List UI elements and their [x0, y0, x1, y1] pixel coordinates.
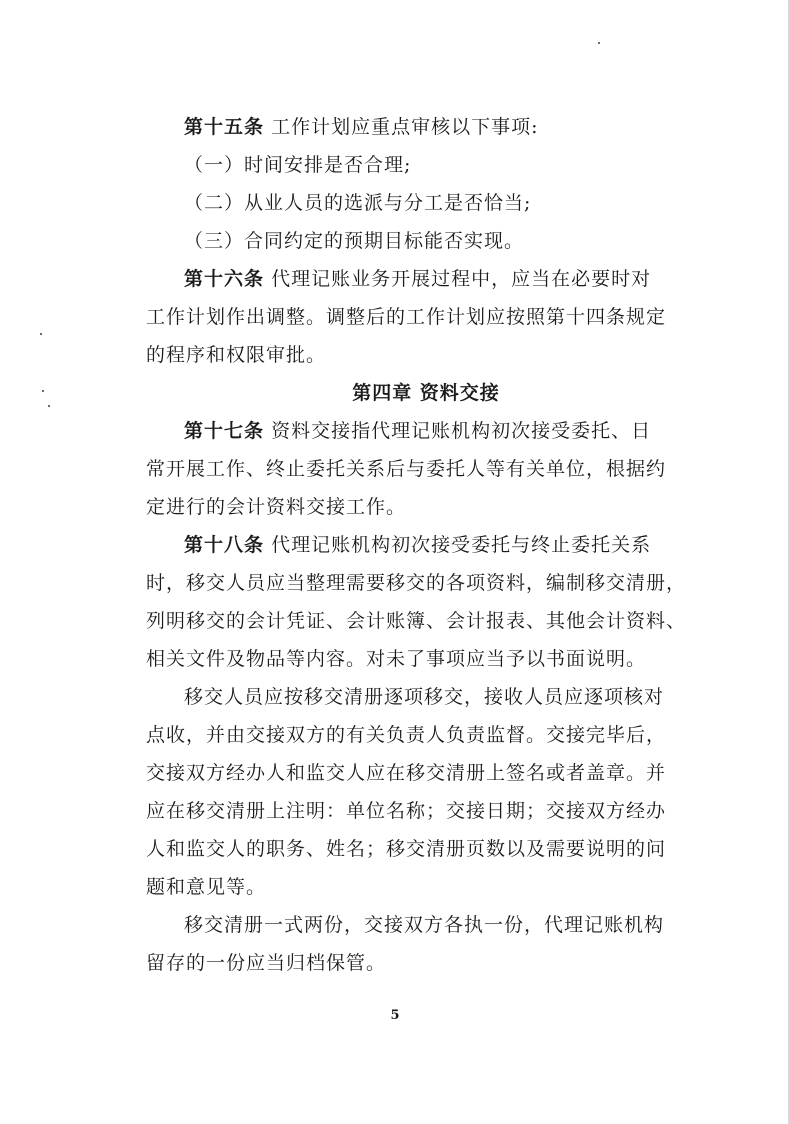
article-15-item-3	[146, 222, 686, 260]
article-17-line	[146, 488, 686, 526]
item-text: （二）从业人员的选派与分工是否恰当;	[184, 192, 532, 214]
document-body	[146, 108, 686, 982]
article-15-line	[146, 108, 686, 146]
paragraph-text: 留存的一份应当归档保管。	[146, 952, 387, 974]
chapter-title: 第四章 资料交接	[352, 382, 500, 404]
article-text: 时，移交人员应当整理需要移交的各项资料，编制移交清册，	[146, 572, 687, 594]
paragraph-text: 移交清册一式两份，交接双方各执一份，代理记账机构	[184, 914, 665, 936]
article-16-line	[146, 298, 686, 336]
article-text: 工作计划作出调整。调整后的工作计划应按照第十四条规定	[146, 306, 667, 328]
article-text: 资料交接指代理记账机构初次接受委托、日	[271, 420, 652, 442]
item-text: （一）时间安排是否合理;	[184, 154, 412, 176]
article-16-line	[146, 260, 686, 298]
article-label: 第十五条	[184, 116, 265, 138]
article-18-line	[146, 640, 686, 678]
article-text: 工作计划应重点审核以下事项:	[271, 116, 539, 138]
article-15-item-2	[146, 184, 686, 222]
article-text: 相关文件及物品等内容。对未了事项应当予以书面说明。	[146, 648, 647, 670]
article-label: 第十八条	[184, 534, 265, 556]
article-16-line	[146, 336, 686, 374]
article-label: 第十六条	[184, 268, 265, 290]
article-text: 的程序和权限审批。	[146, 344, 327, 366]
article-text: 代理记账业务开展过程中，应当在必要时对	[271, 268, 652, 290]
scan-artifact	[42, 390, 44, 392]
article-text: 列明移交的会计凭证、会计账簿、会计报表、其他会计资料、	[146, 610, 687, 632]
article-15-item-1	[146, 146, 686, 184]
paragraph-line	[146, 906, 686, 944]
paragraph-text: 题和意见等。	[146, 876, 267, 898]
paragraph-line	[146, 944, 686, 982]
paragraph-text: 应在移交清册上注明：单位名称；交接日期；交接双方经办	[146, 800, 667, 822]
paragraph-text: 交接双方经办人和监交人应在移交清册上签名或者盖章。并	[146, 762, 667, 784]
article-17-line	[146, 412, 686, 450]
article-18-line	[146, 602, 686, 640]
paragraph-line	[146, 678, 686, 716]
paragraph-line	[146, 716, 686, 754]
chapter-heading	[146, 374, 686, 412]
paragraph-text: 移交人员应按移交清册逐项移交，接收人员应逐项核对	[184, 686, 665, 708]
paragraph-line	[146, 830, 686, 868]
paragraph-line	[146, 868, 686, 906]
article-17-line	[146, 450, 686, 488]
paragraph-text: 点收，并由交接双方的有关负责人负责监督。交接完毕后，	[146, 724, 667, 746]
scan-artifact	[598, 42, 600, 44]
article-18-line	[146, 526, 686, 564]
article-text: 定进行的会计资料交接工作。	[146, 496, 407, 518]
item-text: （三）合同约定的预期目标能否实现。	[184, 230, 525, 252]
article-18-line	[146, 564, 686, 602]
scan-artifact	[48, 405, 50, 407]
scan-artifact	[40, 333, 42, 335]
article-text: 代理记账机构初次接受委托与终止委托关系	[271, 534, 652, 556]
paragraph-text: 人和监交人的职务、姓名；移交清册页数以及需要说明的问	[146, 838, 667, 860]
article-label: 第十七条	[184, 420, 265, 442]
paragraph-line	[146, 792, 686, 830]
page-number: 5	[390, 1008, 400, 1023]
article-text: 常开展工作、终止委托关系后与委托人等有关单位，根据约	[146, 458, 667, 480]
paragraph-line	[146, 754, 686, 792]
